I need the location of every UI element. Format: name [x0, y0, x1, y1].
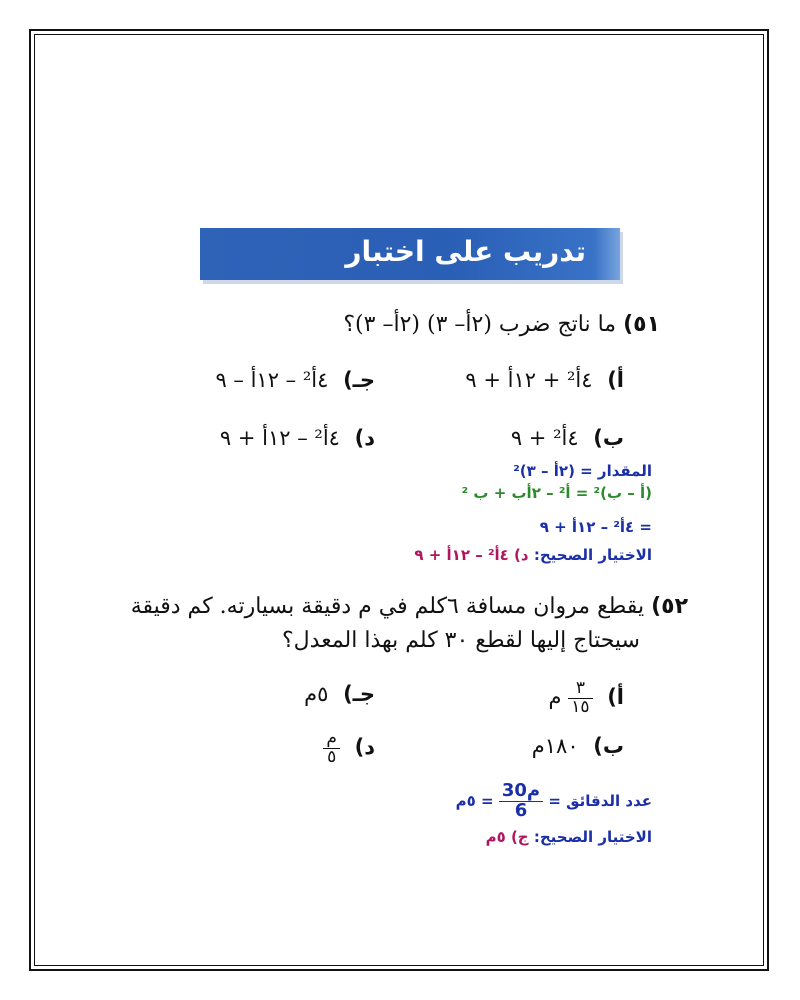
- question-52-text-line1: يقطع مروان مسافة ٦كلم في م دقيقة بسيارته. كم دقيقة: [130, 594, 645, 619]
- q52-option-a-denominator: ١٥: [571, 696, 590, 717]
- q52-option-b-expr: ١٨٠م: [531, 734, 579, 758]
- q51-option-c: [215, 368, 375, 392]
- q52-option-a-numerator: ٣: [568, 680, 592, 699]
- banner-title: تدريب على اختبار: [345, 235, 586, 268]
- q52-option-b-letter: ب): [593, 734, 624, 758]
- q52-answer-label: الاختيار الصحيح:: [533, 828, 652, 846]
- question-51-text: ما ناتج ضرب (٢أ– ٣) (٢أ– ٣)؟: [343, 312, 617, 337]
- q52-option-d-letter: د): [354, 734, 375, 759]
- q52-solution-fraction: [499, 782, 543, 821]
- section-banner: [200, 228, 620, 280]
- question-52-line1: [131, 594, 688, 619]
- q51-option-d-letter: د): [354, 426, 375, 450]
- q52-option-c-expr: ٥م: [304, 682, 329, 706]
- q52-option-b: [532, 734, 624, 758]
- q52-solution-denominator: 6: [514, 799, 528, 821]
- q52-option-d-denominator: ٥: [327, 746, 337, 767]
- q52-solution-label: عدد الدقائق =: [548, 791, 652, 810]
- q51-option-d: [220, 426, 375, 450]
- q51-option-a-expr: ٤أ² + ١٢أ + ٩: [465, 368, 593, 392]
- q51-answer-value: د) ٤أ² – ١٢أ + ٩: [414, 546, 529, 564]
- q51-option-c-letter: جـ): [343, 368, 375, 392]
- q51-solution-identity: (أ – ب)² = أ² – ٢أب + ب ²: [461, 484, 652, 502]
- q51-option-a-letter: أ): [607, 368, 624, 392]
- q52-option-a-suffix: م: [548, 684, 562, 709]
- q51-solution-line1: المقدار = (٢أ – ٣)²: [513, 462, 652, 480]
- q51-option-a: [465, 368, 624, 392]
- q52-option-a-fraction: [568, 680, 592, 717]
- q51-option-b: [511, 426, 624, 450]
- q52-solution-result: = ٥م: [455, 791, 494, 810]
- q52-answer-value: ج) ٥م: [485, 828, 529, 846]
- q51-option-d-expr: ٤أ² – ١٢أ + ٩: [219, 426, 340, 450]
- q51-solution-line3: = ٤أ² – ١٢أ + ٩: [539, 518, 652, 536]
- q52-option-d: [323, 730, 375, 767]
- q51-option-c-expr: ٤أ² – ١٢أ – ٩: [215, 368, 329, 392]
- q52-option-a-letter: أ): [607, 684, 624, 709]
- q52-answer: [486, 828, 652, 846]
- q51-answer-label: الاختيار الصحيح:: [533, 546, 652, 564]
- q52-option-d-numerator: م: [323, 730, 340, 749]
- q51-option-b-expr: ٤أ² + ٩: [510, 426, 579, 450]
- question-51: [343, 312, 660, 337]
- question-51-number: ٥١): [623, 312, 660, 337]
- q51-answer: [414, 546, 652, 564]
- q52-option-c-letter: جـ): [343, 682, 375, 706]
- q52-solution-numerator: 30م: [499, 782, 543, 802]
- question-52-text-line2: سيحتاج إليها لقطع ٣٠ كلم بهذا المعدل؟: [282, 628, 640, 653]
- q51-option-b-letter: ب): [593, 426, 624, 450]
- q52-option-c: [304, 682, 375, 706]
- q52-option-d-fraction: [323, 730, 340, 767]
- q52-option-a: [549, 680, 624, 717]
- q52-solution-line: [456, 782, 652, 821]
- question-52-number: ٥٢): [651, 594, 688, 619]
